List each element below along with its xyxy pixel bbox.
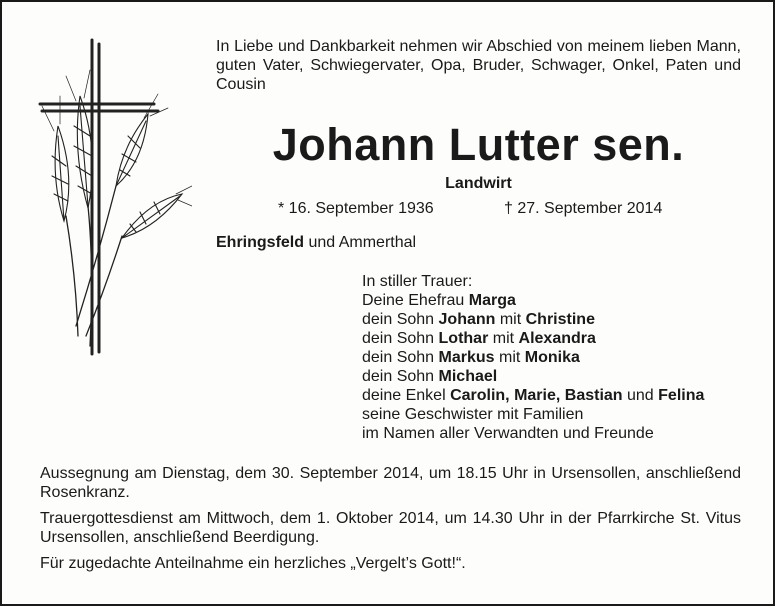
mourners-block: [362, 272, 704, 443]
place-primary: Ehringsfeld: [216, 234, 305, 251]
mourner-line: dein Sohn Markus mit Monika: [362, 349, 580, 366]
thanks-line: Für zugedachte Anteilnahme ein herzliches „Vergelt’s Gott!“.: [40, 555, 466, 572]
occupation: Landwirt: [445, 175, 512, 192]
mourner-line: im Namen aller Verwandten und Freunde: [362, 425, 654, 442]
death-date: † 27. September 2014: [504, 200, 663, 217]
mourner-line: dein Sohn Johann mit Christine: [362, 311, 595, 328]
mourners-heading: In stiller Trauer:: [362, 273, 473, 290]
blessing-info: Aussegnung am Dienstag, dem 30. September 2014, um 18.15 Uhr in Ursensollen, anschließend Rosenkranz.: [40, 465, 741, 501]
cross-with-wheat-emblem: [36, 36, 192, 358]
service-details: [40, 464, 741, 580]
place-secondary: und Ammerthal: [304, 234, 417, 251]
birth-date: * 16. September 1936: [278, 200, 434, 217]
places-line: [216, 234, 416, 252]
intro-text: In Liebe und Dankbarkeit nehmen wir Abschied von meinem lieben Mann, guten Vater, Schwiegervater, Opa, Bruder, Schwager, Onkel, Paten und Cousin: [216, 38, 741, 93]
mourner-line: dein Sohn Lothar mit Alexandra: [362, 330, 596, 347]
mourner-line: Deine Ehefrau Marga: [362, 292, 516, 309]
mourner-line: dein Sohn Michael: [362, 368, 498, 385]
mourner-line: deine Enkel Carolin, Marie, Bastian und Felina: [362, 387, 705, 404]
deceased-name: Johann Lutter sen.: [272, 119, 685, 170]
mourner-line: seine Geschwister mit Familien: [362, 406, 584, 423]
funeral-service-info: Trauergottesdienst am Mittwoch, dem 1. Oktober 2014, um 14.30 Uhr in der Pfarrkirche St. Vitus Ursensollen, anschließend Beerdigung.: [40, 510, 741, 546]
